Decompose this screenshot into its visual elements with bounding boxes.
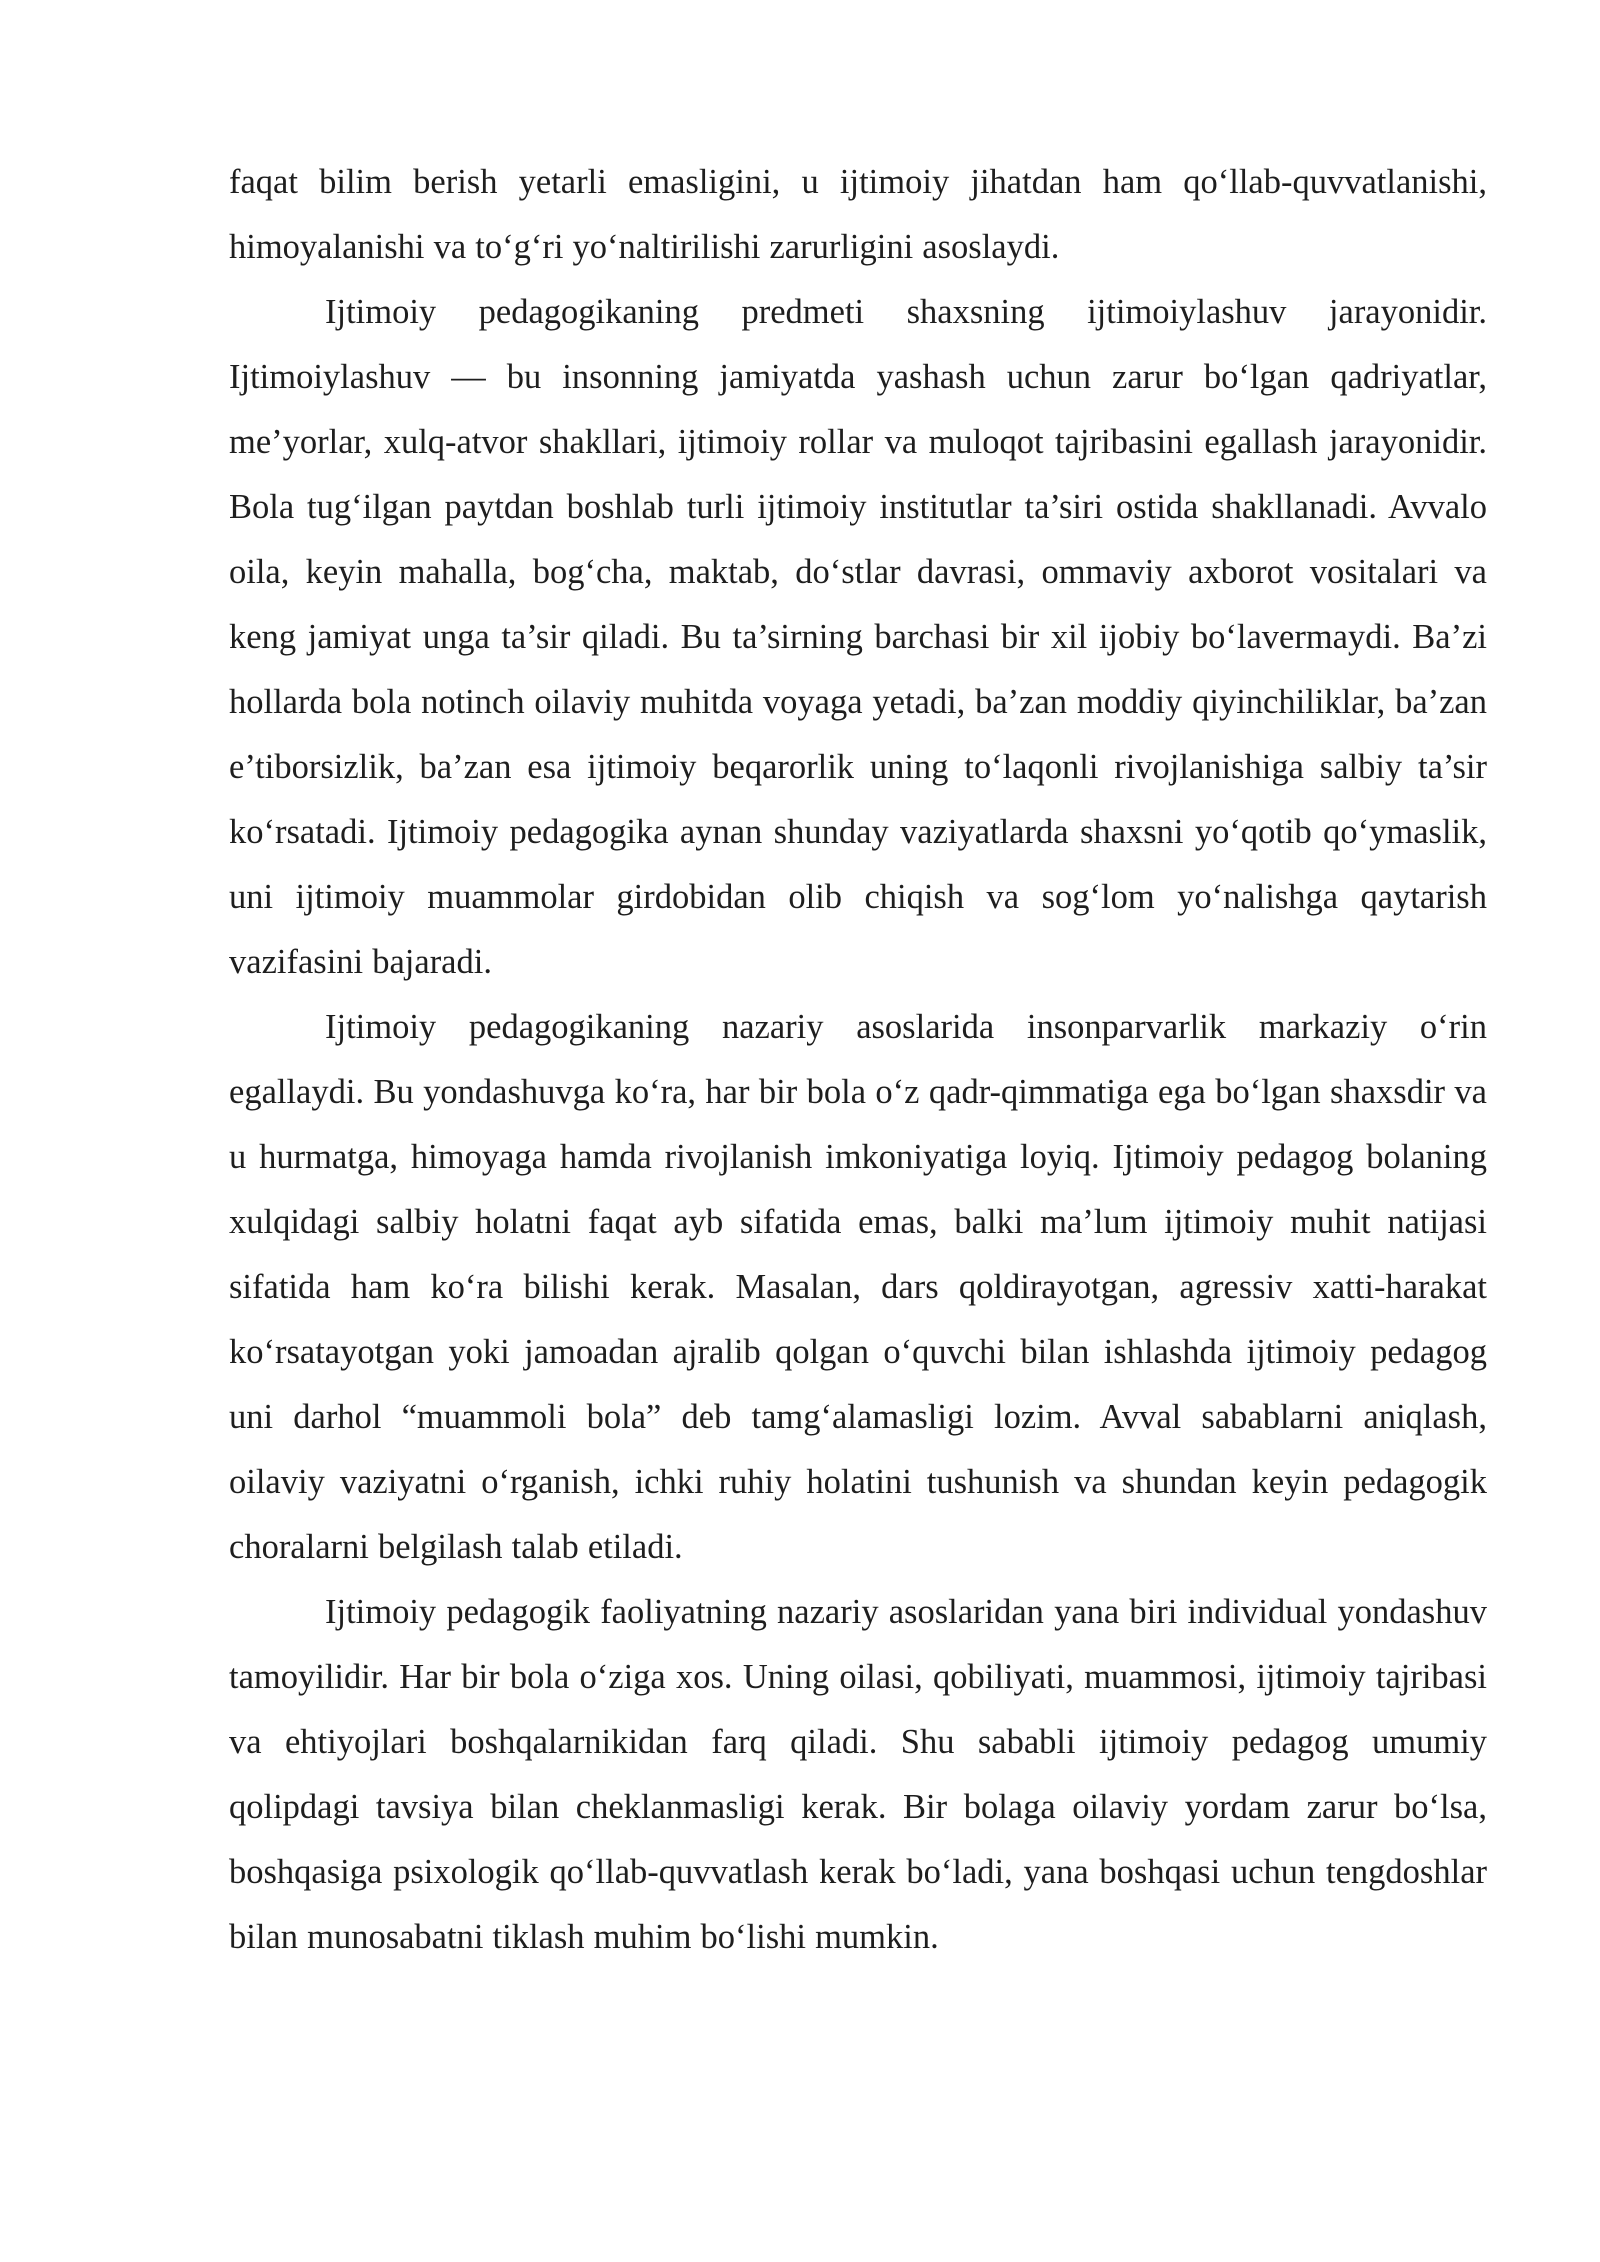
paragraph-socialization: Ijtimoiy pedagogikaning predmeti shaxsning ijtimoiylashuv jarayonidir. Ijtimoiylashuv — bu insonning jamiyatda yashash uchun zarur bo‘lgan qadriyatlar, me’yorlar, xulq-atvor shakllari, ijtimoiy rollar va muloqot tajribasini egallash jarayonidir. Bola tug‘ilgan paytdan boshlab turli ijtimoiy institutlar ta’siri ostida shakllanadi. Avvalo oila, keyin mahalla, bog‘cha, maktab, do‘stlar davrasi, ommaviy axborot vositalari va keng jamiyat unga ta’sir qiladi. Bu ta’sirning barchasi bir xil ijobiy bo‘lavermaydi. Ba’zi hollarda bola notinch oilaviy muhitda voyaga yetadi, ba’zan moddiy qiyinchiliklar, ba’zan e’tiborsizlik, ba’zan esa ijtimoiy beqarorlik uning to‘laqonli rivojlanishiga salbiy ta’sir ko‘rsatadi. Ijtimoiy pedagogika aynan shunday vaziyatlarda shaxsni yo‘qotib qo‘ymaslik, uni ijtimoiy muammolar girdobidan olib chiqish va sog‘lom yo‘nalishga qaytarish vazifasini bajaradi. [229, 293, 1487, 981]
paragraph-individual-approach: Ijtimoiy pedagogik faoliyatning nazariy asoslaridan yana biri individual yondashuv tamoyilidir. Har bir bola o‘ziga xos. Uning oilasi, qobiliyati, muammosi, ijtimoiy tajribasi va ehtiyojlari boshqalarnikidan farq qiladi. Shu sababli ijtimoiy pedagog umumiy qolipdagi tavsiya bilan cheklanmasligi kerak. Bir bolaga oilaviy yordam zarur bo‘lsa, boshqasiga psixologik qo‘llab-quvvatlash kerak bo‘ladi, yana boshqasi uchun tengdoshlar bilan munosabatni tiklash muhim bo‘lishi mumkin. [229, 1593, 1487, 1956]
paragraph-humanism: Ijtimoiy pedagogikaning nazariy asoslarida insonparvarlik markaziy o‘rin egallaydi. Bu yondashuvga ko‘ra, har bir bola o‘z qadr-qimmatiga ega bo‘lgan shaxsdir va u hurmatga, himoyaga hamda rivojlanish imkoniyatiga loyiq. Ijtimoiy pedagog bolaning xulqidagi salbiy holatni faqat ayb sifatida emas, balki ma’lum ijtimoiy muhit natijasi sifatida ham ko‘ra bilishi kerak. Masalan, dars qoldirayotgan, agressiv xatti-harakat ko‘rsatayotgan yoki jamoadan ajralib qolgan o‘quvchi bilan ishlashda ijtimoiy pedagog uni darhol “muammoli bola” deb tamg‘alamasligi lozim. Avval sabablarni aniqlash, oilaviy vaziyatni o‘rganish, ichki ruhiy holatini tushunish va shundan keyin pedagogik choralarni belgilash talab etiladi. [229, 1008, 1487, 1566]
paragraph-continuation: faqat bilim berish yetarli emasligini, u ijtimoiy jihatdan ham qo‘llab-quvvatlanishi, himoyalanishi va to‘g‘ri yo‘naltirilishi zarurligini asoslaydi. [229, 163, 1487, 266]
body-text [229, 150, 1487, 1970]
